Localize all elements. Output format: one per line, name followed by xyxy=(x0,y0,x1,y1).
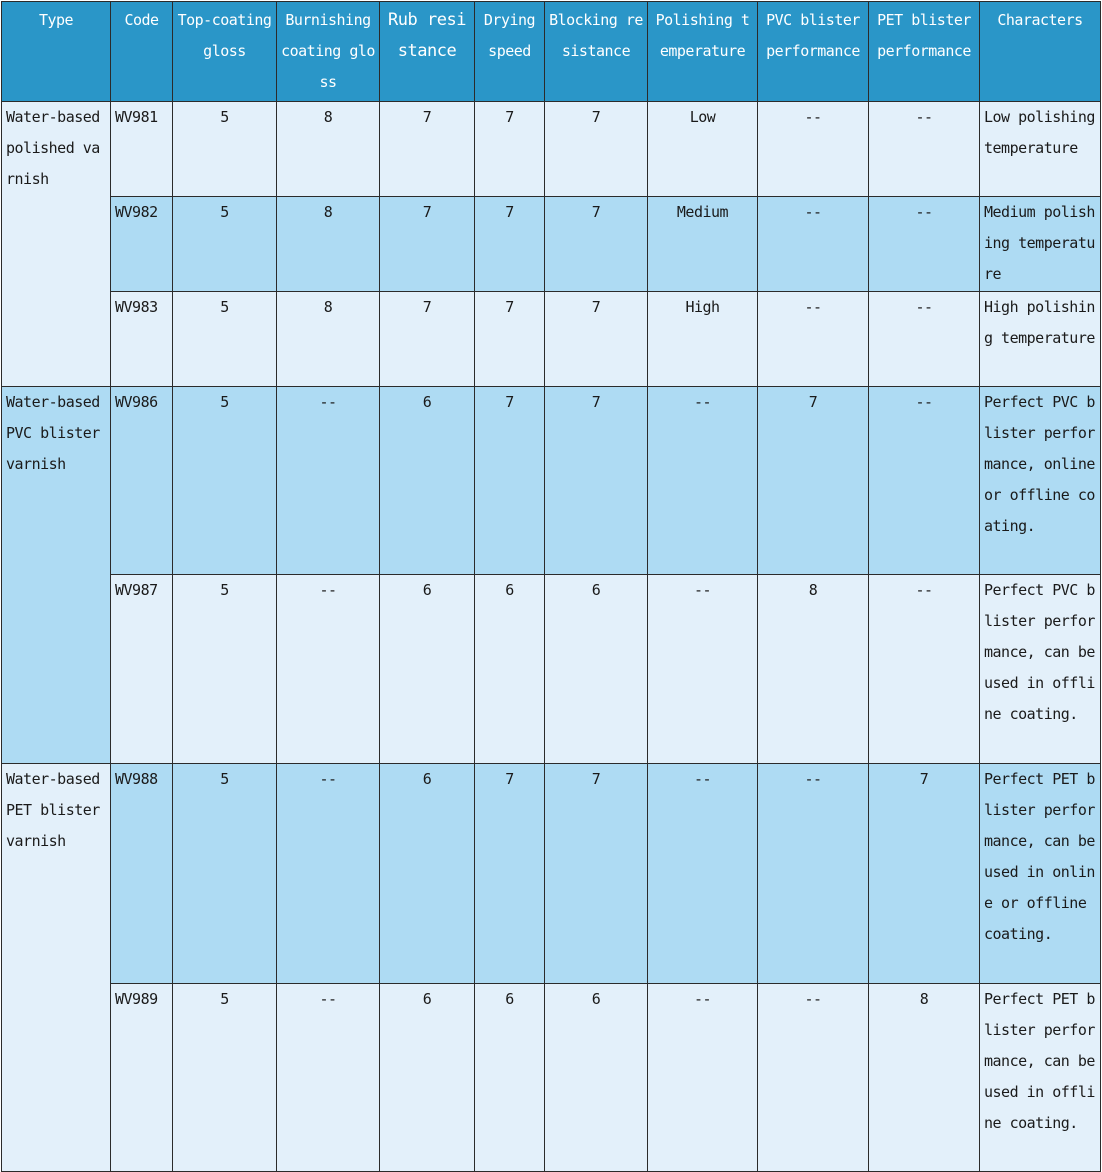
pvc-blister-cell: 7 xyxy=(758,387,869,575)
polishing-temperature-cell: High xyxy=(648,292,758,387)
burnishing-gloss-cell: -- xyxy=(277,575,380,764)
code-cell: WV981 xyxy=(111,102,173,197)
drying-speed-cell: 7 xyxy=(475,764,545,984)
type-cell-pet-blister: Water-based PET blister varnish xyxy=(2,764,111,1172)
pet-blister-cell: 7 xyxy=(869,764,980,984)
blocking-resistance-cell: 7 xyxy=(545,387,648,575)
header-pvc-blister-performance: PVC blister performance xyxy=(758,2,869,102)
header-rub-resistance: Rub resistance xyxy=(380,2,475,102)
burnishing-gloss-cell: -- xyxy=(277,984,380,1172)
rub-resistance-cell: 6 xyxy=(380,575,475,764)
header-top-coating-gloss: Top-coating gloss xyxy=(173,2,277,102)
polishing-temperature-cell: -- xyxy=(648,984,758,1172)
header-characters: Characters xyxy=(980,2,1101,102)
rub-resistance-cell: 6 xyxy=(380,984,475,1172)
top-coating-gloss-cell: 5 xyxy=(173,102,277,197)
rub-resistance-cell: 7 xyxy=(380,197,475,292)
header-pet-blister-performance: PET blister performance xyxy=(869,2,980,102)
table-header xyxy=(2,2,1101,102)
characters-cell: Perfect PVC blister performance, online or offline coating. xyxy=(980,387,1101,575)
table-row xyxy=(2,575,1101,764)
table-row xyxy=(2,102,1101,197)
pet-blister-cell: -- xyxy=(869,197,980,292)
pet-blister-cell: 8 xyxy=(869,984,980,1172)
polishing-temperature-cell: -- xyxy=(648,387,758,575)
characters-cell: Perfect PET blister performance, can be used in offline coating. xyxy=(980,984,1101,1172)
rub-resistance-cell: 7 xyxy=(380,102,475,197)
drying-speed-cell: 7 xyxy=(475,292,545,387)
blocking-resistance-cell: 7 xyxy=(545,292,648,387)
table-row xyxy=(2,197,1101,292)
pvc-blister-cell: -- xyxy=(758,292,869,387)
pvc-blister-cell: -- xyxy=(758,197,869,292)
drying-speed-cell: 7 xyxy=(475,387,545,575)
characters-cell: Low polishing temperature xyxy=(980,102,1101,197)
pet-blister-cell: -- xyxy=(869,292,980,387)
top-coating-gloss-cell: 5 xyxy=(173,764,277,984)
varnish-spec-table xyxy=(1,1,1101,1172)
drying-speed-cell: 6 xyxy=(475,575,545,764)
header-drying-speed: Drying speed xyxy=(475,2,545,102)
code-cell: WV988 xyxy=(111,764,173,984)
header-blocking-resistance: Blocking resistance xyxy=(545,2,648,102)
top-coating-gloss-cell: 5 xyxy=(173,292,277,387)
burnishing-gloss-cell: 8 xyxy=(277,102,380,197)
drying-speed-cell: 6 xyxy=(475,984,545,1172)
drying-speed-cell: 7 xyxy=(475,102,545,197)
table-row xyxy=(2,387,1101,575)
top-coating-gloss-cell: 5 xyxy=(173,197,277,292)
header-type: Type xyxy=(2,2,111,102)
pvc-blister-cell: -- xyxy=(758,102,869,197)
blocking-resistance-cell: 7 xyxy=(545,764,648,984)
characters-cell: Medium polishing temperature xyxy=(980,197,1101,292)
characters-cell: High polishing temperature xyxy=(980,292,1101,387)
characters-cell: Perfect PVC blister performance, can be used in offline coating. xyxy=(980,575,1101,764)
blocking-resistance-cell: 6 xyxy=(545,984,648,1172)
polishing-temperature-cell: Low xyxy=(648,102,758,197)
code-cell: WV987 xyxy=(111,575,173,764)
top-coating-gloss-cell: 5 xyxy=(173,387,277,575)
pet-blister-cell: -- xyxy=(869,102,980,197)
blocking-resistance-cell: 6 xyxy=(545,575,648,764)
polishing-temperature-cell: Medium xyxy=(648,197,758,292)
type-cell-pvc-blister: Water-based PVC blister varnish xyxy=(2,387,111,764)
top-coating-gloss-cell: 5 xyxy=(173,575,277,764)
code-cell: WV982 xyxy=(111,197,173,292)
table-row xyxy=(2,764,1101,984)
type-cell-polished: Water-based polished varnish xyxy=(2,102,111,387)
rub-resistance-cell: 6 xyxy=(380,387,475,575)
code-cell: WV986 xyxy=(111,387,173,575)
code-cell: WV989 xyxy=(111,984,173,1172)
burnishing-gloss-cell: 8 xyxy=(277,197,380,292)
polishing-temperature-cell: -- xyxy=(648,575,758,764)
pet-blister-cell: -- xyxy=(869,387,980,575)
header-code: Code xyxy=(111,2,173,102)
header-burnishing-coating-gloss: Burnishing coating gloss xyxy=(277,2,380,102)
pvc-blister-cell: -- xyxy=(758,764,869,984)
pvc-blister-cell: 8 xyxy=(758,575,869,764)
top-coating-gloss-cell: 5 xyxy=(173,984,277,1172)
rub-resistance-cell: 7 xyxy=(380,292,475,387)
rub-resistance-cell: 6 xyxy=(380,764,475,984)
pet-blister-cell: -- xyxy=(869,575,980,764)
blocking-resistance-cell: 7 xyxy=(545,102,648,197)
code-cell: WV983 xyxy=(111,292,173,387)
drying-speed-cell: 7 xyxy=(475,197,545,292)
table-row xyxy=(2,984,1101,1172)
burnishing-gloss-cell: -- xyxy=(277,387,380,575)
burnishing-gloss-cell: 8 xyxy=(277,292,380,387)
characters-cell: Perfect PET blister performance, can be used in online or offline coating. xyxy=(980,764,1101,984)
polishing-temperature-cell: -- xyxy=(648,764,758,984)
header-polishing-temperature: Polishing temperature xyxy=(648,2,758,102)
pvc-blister-cell: -- xyxy=(758,984,869,1172)
burnishing-gloss-cell: -- xyxy=(277,764,380,984)
table-row xyxy=(2,292,1101,387)
table-body xyxy=(2,102,1101,1172)
header-row xyxy=(2,2,1101,102)
blocking-resistance-cell: 7 xyxy=(545,197,648,292)
